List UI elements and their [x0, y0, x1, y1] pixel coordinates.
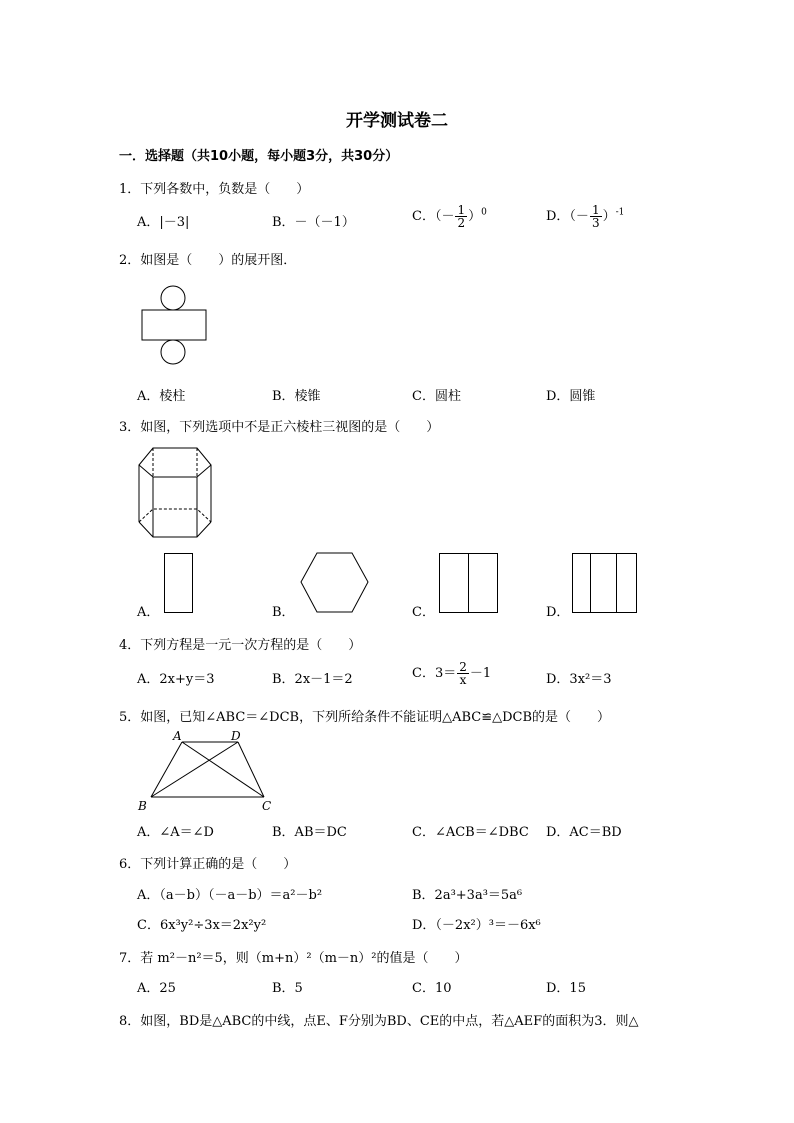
- question-6-stem: 6．下列计算正确的是（ ）: [119, 857, 297, 872]
- q1-option-b: B．－（－1）: [272, 215, 355, 230]
- q1-c-fraction: $\frac{1}{2}$: [457, 203, 466, 230]
- q4-option-a: A．2x+y＝3: [137, 672, 215, 687]
- q7-option-a: A．25: [137, 981, 176, 996]
- question-8-stem: 8．如图，BD是△ABC的中线，点E、F分别为BD、CE的中点，若△AEF的面积为3．则△: [119, 1014, 639, 1029]
- q7-option-d: D．15: [546, 981, 586, 996]
- question-7-stem: 7．若 m²－n²＝5，则（m+n）²（m－n）²的值是（ ）: [119, 951, 468, 966]
- q5-option-d: D．AC＝BD: [546, 825, 622, 840]
- q5-option-b: B．AB＝DC: [272, 825, 347, 840]
- q2-option-c: C．圆柱: [412, 389, 461, 404]
- q7-option-c: C．10: [412, 981, 452, 996]
- hexagonal-prism-figure: [136, 445, 216, 540]
- q6-option-a: A．（a－b）（－a－b）＝a²－b²: [137, 888, 323, 903]
- q3-option-b: B．: [272, 605, 295, 620]
- q5-option-a: A．∠A＝∠D: [137, 825, 214, 840]
- triangle-figure-q5: [136, 728, 286, 818]
- point-c-label: C: [262, 799, 272, 813]
- q7-option-b: B．5: [272, 981, 303, 996]
- q3-option-a: A．: [137, 605, 160, 620]
- q4-option-d: D．3x²＝3: [546, 672, 612, 687]
- question-3-stem: 3．如图，下列选项中不是正六棱柱三视图的是（ ）: [119, 420, 440, 435]
- q4-c-fraction: $\frac{2}{x}$: [459, 660, 467, 687]
- q2-option-d: D．圆锥: [546, 389, 596, 404]
- point-a-label: A: [173, 729, 182, 743]
- q1-option-a: A．|－3|: [137, 215, 190, 230]
- q6-option-b: B．2a³+3a³＝5a⁶: [412, 888, 523, 903]
- point-d-label: D: [231, 729, 241, 743]
- q3-a-rectangle-view: [164, 553, 194, 614]
- q1-option-c: C．（－ $\frac{1}{2}$ ）$^0$: [412, 203, 487, 230]
- q3-d-three-panel-view: [572, 553, 638, 614]
- question-5-stem: 5．如图，已知∠ABC＝∠DCB，下列所给条件不能证明△ABC≌△DCB的是（ ）: [119, 710, 611, 725]
- q5-option-c: C．∠ACB＝∠DBC: [412, 825, 529, 840]
- q2-option-a: A．棱柱: [137, 389, 186, 404]
- question-1-stem: 1．下列各数中，负数是（ ）: [119, 182, 310, 197]
- q4-option-b: B．2x－1＝2: [272, 672, 353, 687]
- q6-option-c: C．6x³y²÷3x＝2x²y²: [137, 918, 267, 933]
- cylinder-net-figure: [138, 284, 210, 368]
- question-4-stem: 4．下列方程是一元一次方程的是（ ）: [119, 638, 362, 653]
- q4-option-c: C．3＝ $\frac{2}{x}$ －1: [412, 660, 492, 687]
- q3-option-d: D．: [546, 605, 570, 620]
- q3-c-two-panel-view: [439, 553, 499, 614]
- section-heading: 一．选择题（共10小题，每小题3分，共30分）: [119, 149, 399, 164]
- q2-option-b: B．棱锥: [272, 389, 321, 404]
- q6-option-d: D．（－2x²）³＝－6x⁶: [412, 918, 541, 933]
- q3-b-hexagon-view: [300, 552, 370, 614]
- page-title: 开学测试卷二: [346, 111, 448, 131]
- q1-option-d: D．（－ $\frac{1}{3}$ ）$^{-1}$: [546, 203, 625, 230]
- question-2-stem: 2．如图是（ ）的展开图．: [119, 253, 297, 268]
- point-b-label: B: [138, 799, 147, 813]
- q1-d-fraction: $\frac{1}{3}$: [591, 203, 600, 230]
- q3-option-c: C．: [412, 605, 435, 620]
